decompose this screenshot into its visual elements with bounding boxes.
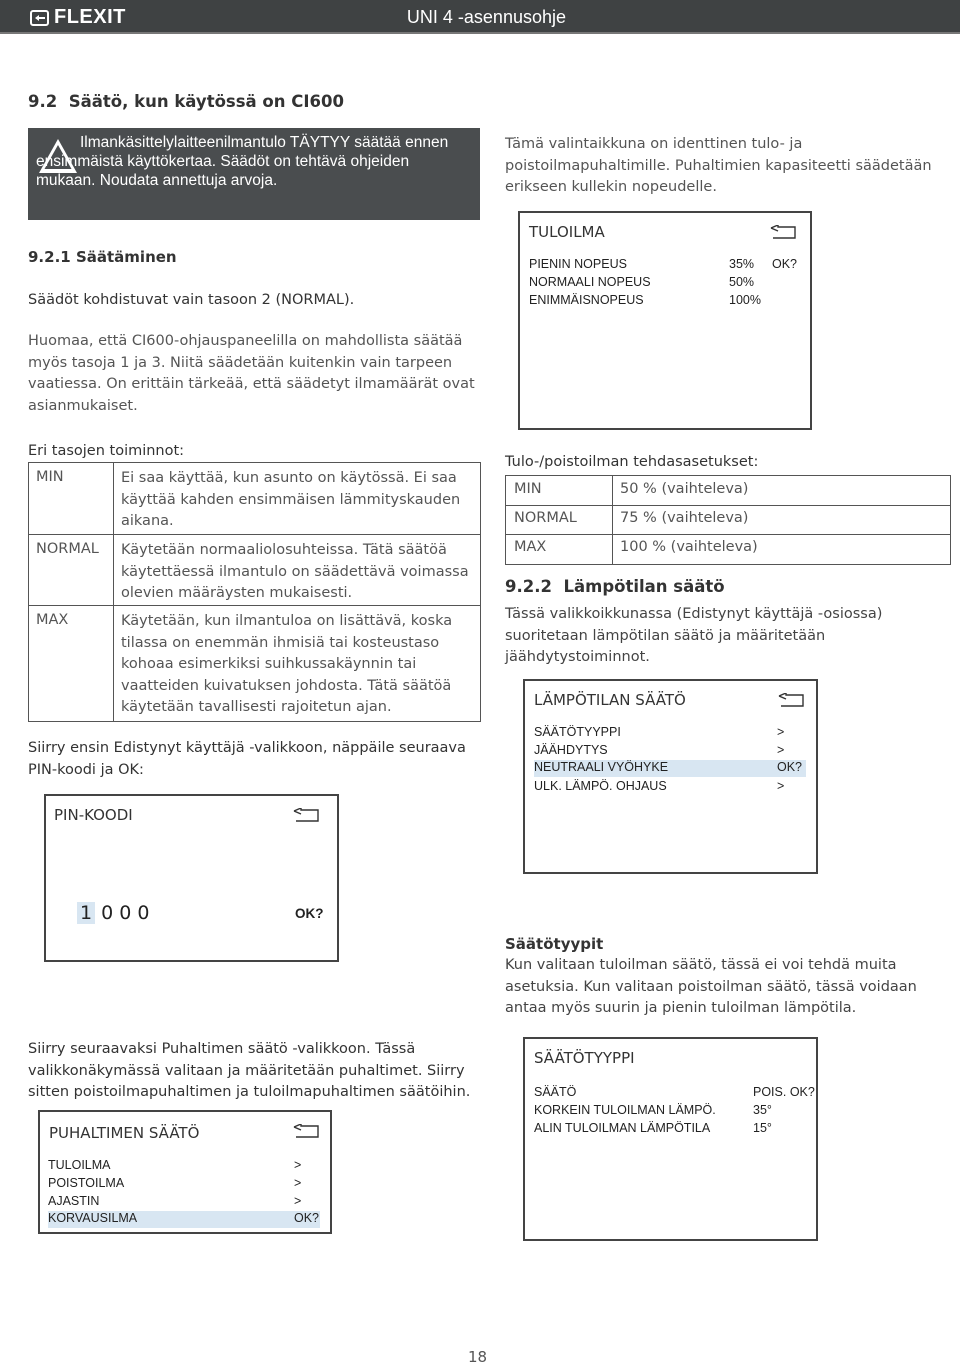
flexit-logo-icon xyxy=(30,9,50,27)
table-row xyxy=(506,535,950,564)
header-divider xyxy=(0,32,960,34)
menu-item-value: 35° xyxy=(753,1103,772,1117)
section-number: 9.2 xyxy=(28,92,58,111)
levels-table xyxy=(28,462,481,722)
menu-item[interactable] xyxy=(534,1103,806,1117)
table-row xyxy=(29,535,480,606)
menu-item-label: SÄÄTÖ xyxy=(534,1085,577,1099)
menu-item-label: PIENIN NOPEUS xyxy=(529,257,627,271)
right-intro: Tämä valintaikkuna on identtinen tulo- ja poistoilmapuhaltimille. Puhaltimien kapasiteetti säädetään erikseen kullekin nopeudelle. xyxy=(505,136,932,195)
level-key: MIN xyxy=(36,469,64,485)
menu-item-label: KORKEIN TULOILMAN LÄMPÖ. xyxy=(534,1103,716,1117)
pin-digits[interactable] xyxy=(77,902,150,924)
menu-item-value: 35% xyxy=(729,257,755,271)
menu-item[interactable] xyxy=(529,275,801,289)
factory-heading: Tulo-/poistoilman tehdasasetukset: xyxy=(505,454,759,470)
menu-item[interactable] xyxy=(534,1085,815,1099)
menu-item-value[interactable]: POIS. OK? xyxy=(753,1085,815,1099)
subsection-title: Lämpötilan säätö xyxy=(563,577,725,596)
pin-digit[interactable]: 1 xyxy=(77,902,95,924)
subsection-number: 9.2.2 xyxy=(505,577,552,596)
menu-item-label: ULK. LÄMPÖ. OHJAUS xyxy=(534,779,667,793)
screen-title: TULOILMA xyxy=(529,223,605,241)
page-number: 18 xyxy=(468,1348,488,1366)
warning-text: Ilmankäsittelylaitteenilmantulo TÄYTYY säätää ennen ensimmäistä käyttökertaa. Säädöt on tehtävä ohjeiden mukaan. Noudata annettuja arvoja. xyxy=(36,134,449,189)
factory-value: 100 % (vaihteleva) xyxy=(620,539,758,555)
brand-logo xyxy=(30,6,126,29)
pin-screen xyxy=(44,794,339,962)
menu-item-selected[interactable] xyxy=(48,1211,320,1228)
saatotyypit-text: Kun valitaan tuloilman säätö, tässä ei voi tehdä muita asetuksia. Kun valitaan poistoilman säätö, tässä voidaan antaa myös suurin ja pienin tuloilman lämpötila. xyxy=(505,957,917,1016)
screen-title: PIN-KOODI xyxy=(54,806,133,824)
pin-digit[interactable]: 0 xyxy=(137,902,150,924)
back-arrow-icon[interactable] xyxy=(292,808,320,822)
screen-title: SÄÄTÖTYYPPI xyxy=(534,1049,635,1067)
menu-item-selected[interactable] xyxy=(534,760,806,777)
menu-item[interactable] xyxy=(534,1121,806,1135)
temp-screen xyxy=(523,679,818,874)
screen-title: LÄMPÖTILAN SÄÄTÖ xyxy=(534,691,686,709)
fan-instruction: Siirry seuraavaksi Puhaltimen säätö -valikkoon. Tässä valikkonäkymässä valitaan ja määritetään puhaltimet. Siirry sitten poistoilmapuhaltimen ja tuloilmapuhaltimen säätöihin. xyxy=(28,1041,471,1100)
menu-item-label: JÄÄHDYTYS xyxy=(534,743,608,757)
factory-key: NORMAL xyxy=(514,510,577,526)
menu-item[interactable] xyxy=(534,725,806,739)
menu-item-value: > xyxy=(294,1158,302,1172)
level-key: NORMAL xyxy=(36,541,99,557)
factory-key: MAX xyxy=(514,539,547,555)
menu-item-value: > xyxy=(777,779,785,793)
menu-item-value: OK? xyxy=(294,1211,320,1225)
subsection-number: 9.2.1 xyxy=(28,248,71,266)
menu-item-ok[interactable]: OK? xyxy=(772,257,798,271)
temp-intro: Tässä valikkoikkunassa (Edistynyt käyttäjä -osiossa) suoritetaan lämpötilan säätö ja määritetään jäähdytystoiminnot. xyxy=(505,606,883,665)
level-desc: Käytetään normaaliolosuhteissa. Tätä säätöä käytettäessä ilmantulo on säädettävä voimassa olevien määräysten mukaisesti. xyxy=(121,542,469,601)
back-arrow-icon[interactable] xyxy=(769,225,797,239)
menu-item-label: TULOILMA xyxy=(48,1158,111,1172)
menu-item[interactable] xyxy=(529,257,801,271)
menu-item-value: > xyxy=(777,725,785,739)
factory-value: 50 % (vaihteleva) xyxy=(620,481,749,497)
saatotyyppi-screen xyxy=(523,1037,818,1241)
menu-item-label: ALIN TULOILMAN LÄMPÖTILA xyxy=(534,1121,711,1135)
menu-item[interactable] xyxy=(48,1176,320,1190)
brand-name: FLEXIT xyxy=(54,6,126,28)
pin-ok-button[interactable]: OK? xyxy=(295,906,324,921)
menu-item-value: > xyxy=(294,1176,302,1190)
subsection-heading xyxy=(28,248,177,266)
factory-table xyxy=(505,475,951,565)
factory-value: 75 % (vaihteleva) xyxy=(620,510,749,526)
menu-item[interactable] xyxy=(534,779,806,793)
note-text: Huomaa, että CI600-ohjauspaneelilla on mahdollista säätää myös tasoja 1 ja 3. Niitä säädetään kuitenkin vain tarpeen vaatiessa. On erittäin tärkeää, että säädetyt ilmamäärät ovat asianmukaiset. xyxy=(28,333,475,414)
menu-item-value: > xyxy=(777,743,785,757)
intro-text: Säädöt kohdistuvat vain tasoon 2 (NORMAL). xyxy=(28,292,355,308)
level-desc: Käytetään, kun ilmantuloa on lisättävä, koska tilassa on enemmän ihmisiä tai kosteustaso kohoaa esimerkiksi suihkussakäynnin tai vaatteiden kuivatuksen johdosta. Tätä säätöä käytetään tavallisesti rajoitetun ajan. xyxy=(121,613,453,715)
level-desc: Ei saa käyttää, kun asunto on käytössä. Ei saa käyttää kahden ensimmäisen lämmityskauden aikana. xyxy=(121,470,461,529)
section-heading xyxy=(28,92,344,111)
menu-item-label: KORVAUSILMA xyxy=(48,1211,138,1225)
menu-item-value: 100% xyxy=(729,293,761,307)
menu-item-value: 15° xyxy=(753,1121,772,1135)
section-title: Säätö, kun käytössä on CI600 xyxy=(68,92,344,111)
screen-title: PUHALTIMEN SÄÄTÖ xyxy=(49,1124,200,1142)
subsection-heading xyxy=(505,577,725,596)
document-title: UNI 4 -asennusohje xyxy=(406,7,566,27)
menu-item-label: NORMAALI NOPEUS xyxy=(529,275,651,289)
saatotyypit-heading: Säätötyypit xyxy=(505,935,604,953)
levels-heading: Eri tasojen toiminnot: xyxy=(28,443,185,459)
tuloilma-screen xyxy=(518,211,812,430)
warning-box xyxy=(28,128,480,220)
pin-digit[interactable]: 0 xyxy=(119,902,132,924)
menu-item[interactable] xyxy=(534,743,806,757)
menu-item-label: ENIMMÄISNOPEUS xyxy=(529,293,644,307)
menu-item[interactable] xyxy=(48,1158,320,1172)
menu-item-value: 50% xyxy=(729,275,755,289)
level-key: MAX xyxy=(36,612,69,628)
subsection-title: Säätäminen xyxy=(75,248,177,266)
table-row xyxy=(506,476,950,506)
menu-item[interactable] xyxy=(529,293,801,307)
menu-item[interactable] xyxy=(48,1194,320,1208)
menu-item-value: > xyxy=(294,1194,302,1208)
menu-item-label: AJASTIN xyxy=(48,1194,100,1208)
menu-item-value: OK? xyxy=(777,760,803,774)
fan-screen xyxy=(38,1110,332,1234)
back-arrow-icon[interactable] xyxy=(777,693,805,707)
menu-item-label: SÄÄTÖTYYPPI xyxy=(534,725,621,739)
menu-item-label: NEUTRAALI VYÖHYKE xyxy=(534,760,669,774)
pin-instruction: Siirry ensin Edistynyt käyttäjä -valikkoon, näppäile seuraava PIN-koodi ja OK: xyxy=(28,740,466,778)
menu-item-label: POISTOILMA xyxy=(48,1176,125,1190)
table-row xyxy=(506,506,950,535)
pin-digit[interactable]: 0 xyxy=(101,902,114,924)
factory-key: MIN xyxy=(514,481,542,497)
table-row xyxy=(29,463,480,535)
back-arrow-icon[interactable] xyxy=(292,1124,320,1138)
table-row xyxy=(29,606,480,721)
